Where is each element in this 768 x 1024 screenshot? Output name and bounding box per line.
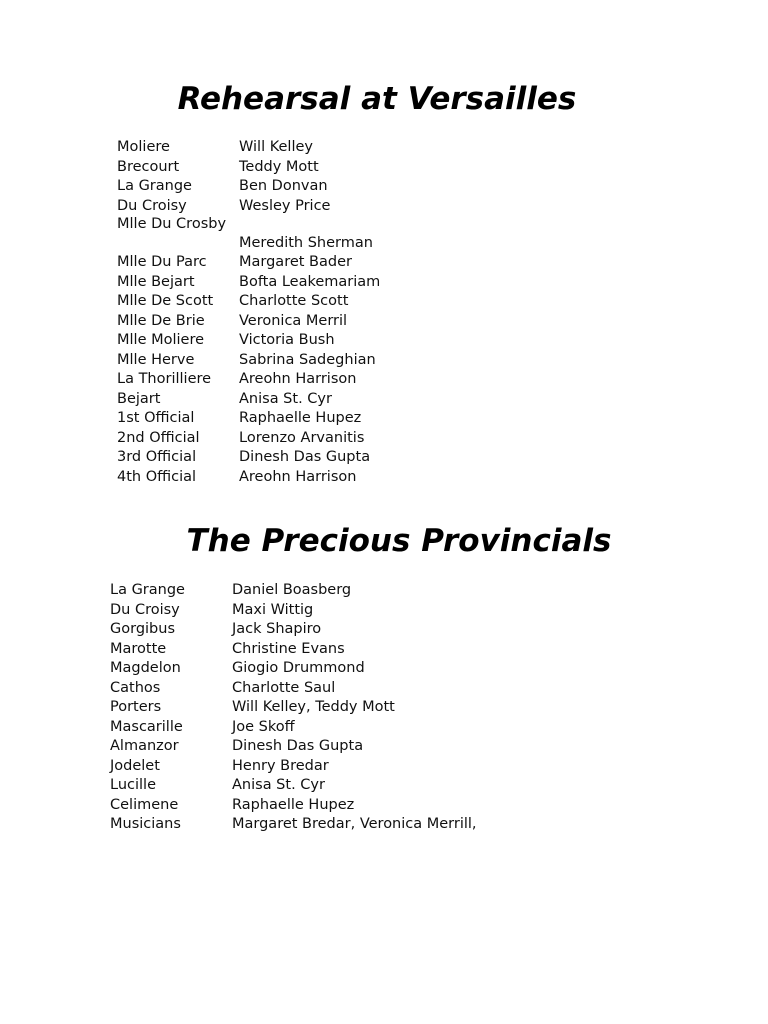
- cast-actor: Wesley Price: [239, 197, 331, 214]
- cast-role: Magdelon: [110, 660, 181, 676]
- cast-role: Celimene: [110, 796, 179, 813]
- cast-role: Musicians: [110, 816, 181, 832]
- cast-actor: Lorenzo Arvanitis: [239, 429, 365, 446]
- section-title-rehearsal: Rehearsal at Versailles: [177, 81, 577, 117]
- section-title-precious-provincials: The Precious Provincials: [186, 523, 612, 559]
- cast-actor: Henry Bredar: [232, 757, 329, 774]
- cast-actor: Anisa St. Cyr: [232, 777, 325, 793]
- cast-role: Gorgibus: [110, 621, 175, 637]
- cast-actor: Ben Donvan: [239, 178, 328, 194]
- cast-actor: Dinesh Das Gupta: [239, 449, 371, 465]
- cast-role: Mlle Herve: [117, 351, 195, 368]
- cast-role: Jodelet: [110, 757, 160, 774]
- cast-actor: Joe Skoff: [232, 718, 295, 735]
- cast-role: Almanzor: [110, 738, 179, 754]
- cast-actor: Charlotte Saul: [232, 679, 336, 696]
- cast-role: Marotte: [110, 640, 167, 657]
- cast-role: Bejart: [117, 390, 161, 407]
- cast-role: Du Croisy: [117, 197, 187, 214]
- cast-actor: Charlotte Scott: [239, 293, 349, 309]
- cast-actor: Margaret Bredar, Veronica Merrill,: [232, 816, 477, 832]
- cast-role: Moliere: [117, 139, 170, 155]
- cast-role: Cathos: [110, 679, 161, 696]
- cast-role: 1st Official: [117, 410, 195, 426]
- cast-actor: Maxi Wittig: [232, 601, 314, 618]
- cast-role: Mlle Du Crosby: [117, 216, 227, 232]
- cast-role: Mascarille: [110, 718, 183, 735]
- cast-role: Mlle Moliere: [117, 332, 205, 348]
- cast-actor: Margaret Bader: [239, 254, 352, 270]
- cast-role: La Grange: [110, 582, 185, 598]
- cast-role: Lucille: [110, 777, 156, 793]
- cast-actor: Raphaelle Hupez: [232, 796, 355, 813]
- cast-role: Mlle De Scott: [117, 293, 214, 309]
- cast-actor: Areohn Harrison: [239, 371, 357, 387]
- cast-actor: Jack Shapiro: [232, 621, 322, 637]
- cast-actor: Areohn Harrison: [239, 468, 357, 485]
- cast-role: La Grange: [117, 178, 192, 194]
- cast-actor: Will Kelley, Teddy Mott: [232, 699, 395, 715]
- cast-actor: Christine Evans: [232, 640, 345, 657]
- cast-actor: Giogio Drummond: [232, 660, 365, 676]
- cast-role: 3rd Official: [117, 449, 197, 465]
- cast-actor: Veronica Merril: [239, 312, 348, 329]
- cast-actor: Meredith Sherman: [239, 235, 373, 251]
- cast-actor: Dinesh Das Gupta: [232, 738, 364, 754]
- cast-actor: Sabrina Sadeghian: [239, 351, 376, 368]
- cast-role: 2nd Official: [117, 429, 200, 446]
- cast-actor: Bofta Leakemariam: [239, 273, 381, 290]
- cast-role: Porters: [110, 699, 162, 715]
- cast-role: Brecourt: [117, 158, 180, 175]
- cast-role: 4th Official: [117, 468, 197, 485]
- cast-actor: Teddy Mott: [239, 158, 319, 175]
- cast-role: Mlle Bejart: [117, 273, 195, 290]
- cast-role: Du Croisy: [110, 601, 180, 618]
- cast-actor: Anisa St. Cyr: [239, 390, 332, 407]
- cast-actor: Raphaelle Hupez: [239, 410, 362, 426]
- cast-actor: Will Kelley: [239, 139, 313, 155]
- cast-role: Mlle De Brie: [117, 312, 205, 329]
- cast-role: Mlle Du Parc: [117, 254, 207, 270]
- cast-actor: Victoria Bush: [239, 332, 335, 348]
- cast-role: La Thorilliere: [117, 371, 212, 387]
- cast-actor: Daniel Boasberg: [232, 582, 352, 598]
